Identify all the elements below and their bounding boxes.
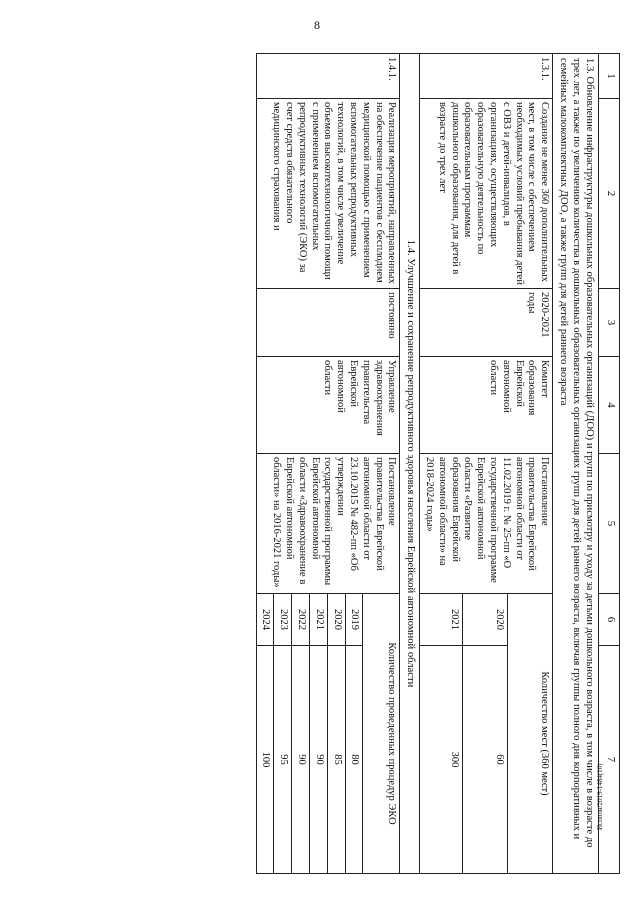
indicator-value: 90 (309, 646, 327, 874)
rotated-table-container (105, 53, 620, 873)
measure-period: постоянно (256, 289, 400, 357)
indicator-value: 60 (463, 646, 508, 874)
indicator-value: 90 (292, 646, 310, 874)
measure-executor: Комитет образования Еврейской автономной области (420, 357, 553, 454)
measure-basis: Постановление правительства Еврейской автономной области от 23.10.2015 № 482-пп «Об утверждении государственной программы Еврейской автономной области «Здравоохранение в Еврейской автономной области» на 2016-2021 годы» (256, 454, 400, 594)
indicator-year: 2023 (274, 594, 292, 646)
indicator-year: 2024 (256, 594, 274, 646)
measure-name: Создание не менее 360 дополнительных мест, в том числе с обеспечением необходимых условий пребывания детей с ОВЗ и детей-инвалидов, в организациях, осуществляющих образовательную деятельность по образовательным программам дошкольного образования, для детей в возрасте до трех лет (420, 99, 553, 289)
table-row-1-3-1 (508, 54, 553, 874)
section-row-1-4 (400, 54, 420, 874)
table-row-1-4-1 (363, 54, 400, 874)
indicator-label: Количество проведенных процедур ЭКО (363, 594, 400, 874)
indicator-year: 2022 (292, 594, 310, 646)
indicator-value: 100 (256, 646, 274, 874)
measure-period: 2020-2021 годы (420, 289, 553, 357)
section-row-1-3 (553, 54, 599, 874)
header-cell-6: 6 (599, 594, 620, 646)
measures-table (256, 53, 620, 874)
indicator-value: 300 (420, 646, 463, 874)
measure-name: Реализация мероприятий, направленных на обеспечение пациентов с бесплодием медицинской помощью с применением вспомогательных репродуктивных технологий, в том числе увеличение объемов высокотехнологичной помощи с применением вспомогательных репродуктивных технологий (ЭКО) за счет средств обязательного медицинского страхования и (256, 99, 400, 289)
row-number: 1.3.1. (420, 54, 553, 99)
indicator-label: Количество мест (360 мест) (508, 594, 553, 874)
header-cell-3: 3 (599, 289, 620, 357)
indicator-value: 95 (274, 646, 292, 874)
header-row (599, 54, 620, 874)
indicator-year: 2021 (420, 594, 463, 646)
header-cell-2: 2 (599, 99, 620, 289)
indicator-year: 2020 (327, 594, 345, 646)
header-cell-5: 5 (599, 454, 620, 594)
indicator-value: 80 (345, 646, 363, 874)
indicator-year: 2021 (309, 594, 327, 646)
section-title-1-4: 1.4. Улучшение и сохранение репродуктивного здоровья населения Еврейской автономной области (400, 54, 420, 874)
section-title-1-3: 1.3. Обновление инфраструктуры дошкольных образовательных организаций (ДОО) и групп по присмотру и уходу за детьми дошкольного возраста, в том числе в возрасте до трех лет, а также по увеличению количества в дошкольных образовательных организациях групп для детей раннего возраста, включая группы полного дня корпоративных и семейных малокомплектных ДОО, а также групп для детей раннего возраста (553, 54, 599, 874)
measure-basis: Постановление правительства Еврейской автономной области от 11.02.2019 г. № 25-пп «О государственной программе Еврейской автономной области «Развитие образования Еврейской автономной области» на 2018-2024 годы» (420, 454, 553, 594)
document-id: Исполн/2019-1484(10) (596, 763, 604, 830)
indicator-year: 2020 (463, 594, 508, 646)
indicator-value: 85 (327, 646, 345, 874)
page-number: 8 (314, 18, 320, 32)
header-cell-7: 7 (599, 646, 620, 874)
header-cell-1: 1 (599, 54, 620, 99)
indicator-year: 2019 (345, 594, 363, 646)
measure-executor: Управление здравоохранения правительства Еврейской автономной области (256, 357, 400, 454)
row-number: 1.4.1. (256, 54, 400, 99)
header-cell-4: 4 (599, 357, 620, 454)
